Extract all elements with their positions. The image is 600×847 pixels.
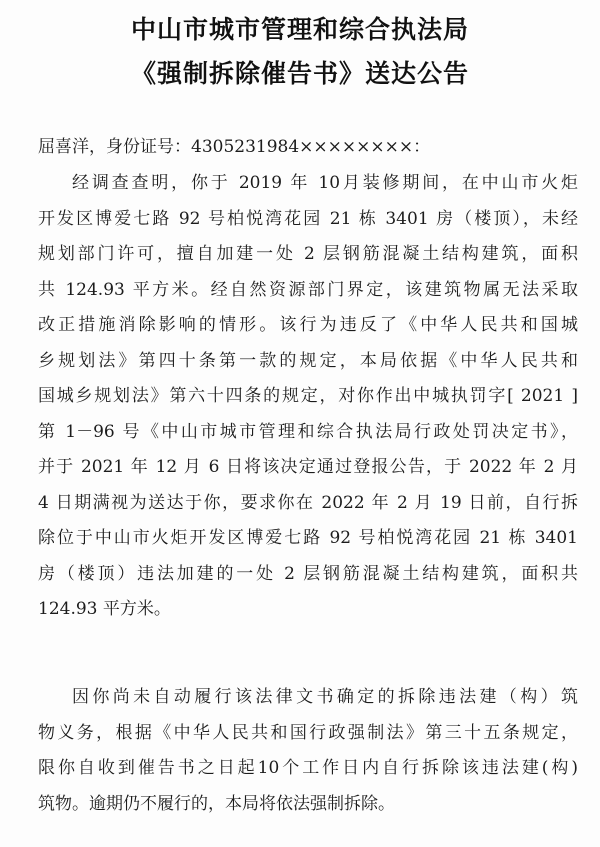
- document-title-line1: 中山市城市管理和综合执法局: [130, 15, 469, 44]
- paragraph-1: [38, 166, 578, 628]
- paragraph-2-line: 因你尚未自动履行该法律文书确定的拆除违法建（构）筑: [72, 687, 578, 707]
- addressee-text: 屈喜洋，身份证号：4305231984××××××××：: [38, 137, 431, 157]
- paragraph-1-line: 124.93 平方米。: [38, 599, 171, 619]
- paragraph-2-line: 物义务，根据《中华人民共和国行政强制法》第三十五条规定，: [38, 722, 578, 743]
- paragraph-1-line: 房（楼顶）违法加建的一处 2 层钢筋混凝土结构建筑，面积共: [38, 563, 578, 584]
- paragraph-2-line: 筑物。逾期仍不履行的，本局将依法强制拆除。: [38, 793, 395, 814]
- document-title-line2: 《强制拆除催告书》送达公告: [130, 59, 469, 88]
- paragraph-1-line: 规划部门许可，擅自加建一处 2 层钢筋混凝土结构建筑，面积: [38, 244, 578, 264]
- paragraph-1-line: 第 1－96 号《中山市城市管理和综合执法局行政处罚决定书》，: [38, 421, 578, 442]
- paragraph-1-line: 经调查查明，你于 2019 年 10月装修期间，在中山市火炬: [72, 173, 578, 193]
- addressee-line: [38, 130, 578, 166]
- paragraph-1-line: 乡规划法》第四十条第一款的规定，本局依据《中华人民共和: [38, 350, 578, 371]
- paragraph-1-line: 共 124.93 平方米。经自然资源部门界定，该建筑物属无法采取: [38, 279, 578, 300]
- paragraph-2: [38, 680, 578, 822]
- paragraph-1-line: 国城乡规划法》第六十四条的规定，对你作出中城执罚字[ 2021 ]: [38, 386, 578, 406]
- paragraph-1-line: 开发区博爱七路 92 号柏悦湾花园 21 栋 3401 房（楼顶），未经: [38, 208, 578, 229]
- paragraph-1-line: 改正措施消除影响的情形。该行为违反了《中华人民共和国城: [38, 315, 578, 335]
- paragraph-1-line: 并于 2021 年 12 月 6 日将该决定通过登报公告，于 2022 年 2 月: [38, 457, 578, 477]
- paragraph-1-line: 4 日期满视为送达于你，要求你在 2022 年 2 月 19 日前，自行拆: [38, 492, 578, 513]
- paragraph-2-line: 限你自收到催告书之日起10个工作日内自行拆除该违法建(构): [38, 758, 578, 778]
- paragraph-1-line: 除位于中山市火炬开发区博爱七路 92 号柏悦湾花园 21 栋 3401: [38, 528, 578, 548]
